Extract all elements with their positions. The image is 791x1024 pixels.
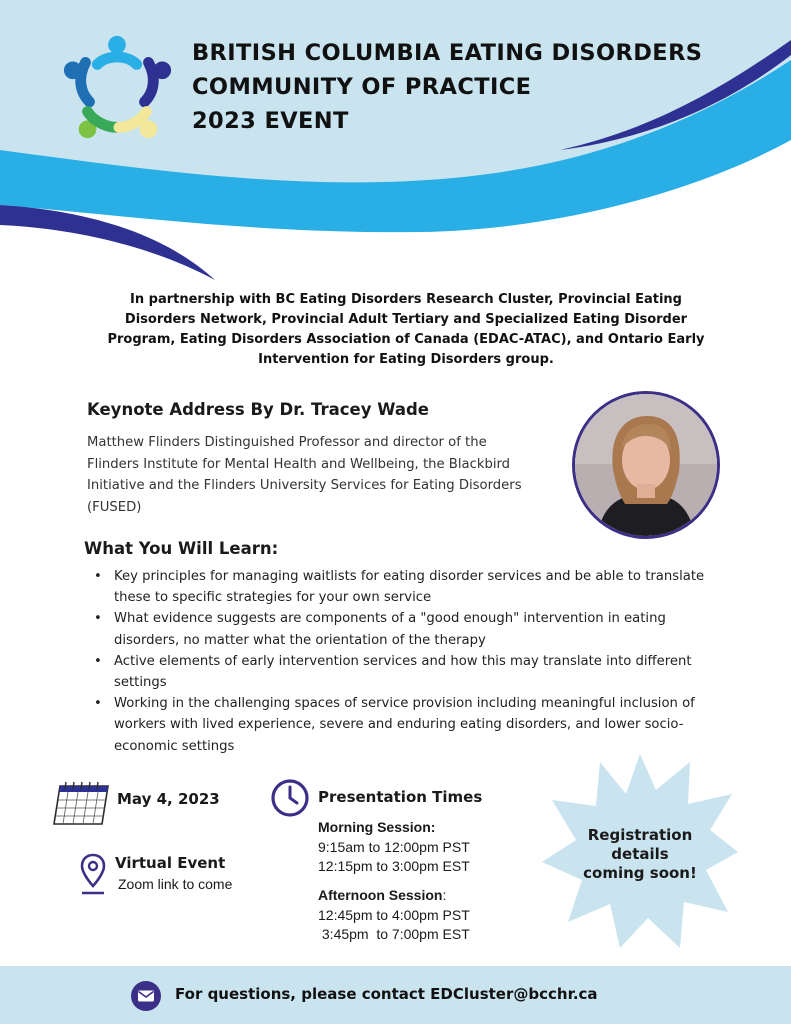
people-circle-logo-icon bbox=[58, 32, 176, 144]
presentation-heading: Presentation Times bbox=[318, 788, 483, 806]
registration-line-1: Registration bbox=[587, 826, 693, 844]
list-item: • Working in the challenging spaces of service provision including meaningful inclusion of workers with lived experience, severe and enduring eating disorders, and lower socio-economic settings bbox=[112, 693, 720, 757]
partnership-statement: In partnership with BC Eating Disorders Research Cluster, Provincial Eating Disorders Network, Provincial Adult Tertiary and Specialized Eating Disorder Program, Eating Disorders Association of Canada (EDAC-ATAC), and Ontario Early Intervention for Eating Disorders group. bbox=[107, 292, 705, 367]
morning-est: 12:15pm to 3:00pm EST bbox=[318, 858, 470, 874]
mail-icon bbox=[131, 981, 161, 1011]
list-item: • Key principles for managing waitlists for eating disorder services and be able to translate these to specific strategies for your own service bbox=[112, 566, 720, 608]
afternoon-est: 3:45pm to 7:00pm EST bbox=[318, 926, 470, 942]
location-subtext: Zoom link to come bbox=[118, 876, 233, 892]
location-pin-icon bbox=[80, 852, 106, 896]
clock-icon bbox=[270, 778, 310, 818]
registration-notice bbox=[560, 826, 720, 883]
list-item: • What evidence suggests are components of a "good enough" intervention in eating disorders, no matter what the orientation of the therapy bbox=[112, 608, 720, 650]
title-line-2: COMMUNITY OF PRACTICE bbox=[192, 74, 532, 100]
title-line-3: 2023 EVENT bbox=[192, 108, 349, 134]
calendar-icon bbox=[52, 780, 110, 826]
morning-session-label: Morning Session: bbox=[318, 819, 436, 835]
event-date: May 4, 2023 bbox=[117, 790, 220, 808]
afternoon-session-label: Afternoon Session bbox=[318, 887, 443, 903]
keynote-heading: Keynote Address By Dr. Tracey Wade bbox=[87, 400, 429, 419]
list-item: • Active elements of early intervention services and how this may translate into different settings bbox=[112, 651, 720, 693]
contact-text: For questions, please contact EDCluster@bcchr.ca bbox=[175, 985, 598, 1003]
afternoon-label-colon: : bbox=[442, 887, 447, 903]
afternoon-session bbox=[318, 886, 470, 945]
registration-line-3: coming soon! bbox=[583, 864, 697, 882]
morning-session bbox=[318, 818, 470, 877]
afternoon-pst: 12:45pm to 4:00pm PST bbox=[318, 906, 470, 923]
keynote-bio: Matthew Flinders Distinguished Professor and director of the Flinders Institute for Mental Health and Wellbeing, the Blackbird Initiative and the Flinders University Services for Eating Disorders (FUSED) bbox=[87, 435, 522, 515]
speaker-photo bbox=[572, 391, 720, 539]
learn-list bbox=[112, 566, 720, 757]
learn-heading: What You Will Learn: bbox=[84, 539, 279, 558]
registration-line-2: details bbox=[611, 845, 669, 863]
morning-pst: 9:15am to 12:00pm PST bbox=[318, 838, 470, 855]
title-line-1: BRITISH COLUMBIA EATING DISORDERS bbox=[192, 40, 703, 66]
location-heading: Virtual Event bbox=[115, 854, 226, 872]
